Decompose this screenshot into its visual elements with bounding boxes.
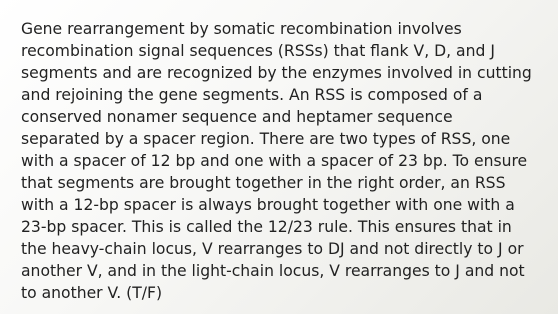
question-text: Gene rearrangement by somatic recombination involves recombination signal sequences (RSSs) that flank V, D, and J segments and are recognized by the enzymes involved in cutting and rejoining the gene segments. An RSS is composed of a conserved nonamer sequence and heptamer sequence separated by a spacer region. There are two types of RSS, one with a spacer of 12 bp and one with a spacer of 23 bp. To ensure that segments are brought together in the right order, an RSS with a 12-bp spacer is always brought together with one with a 23-bp spacer. This is called the 12/23 rule. This ensures that in the heavy-chain locus, V rearranges to DJ and not directly to J or another V, and in the light-chain locus, V rearranges to J and not to another V. (T/F) [21,20,532,302]
